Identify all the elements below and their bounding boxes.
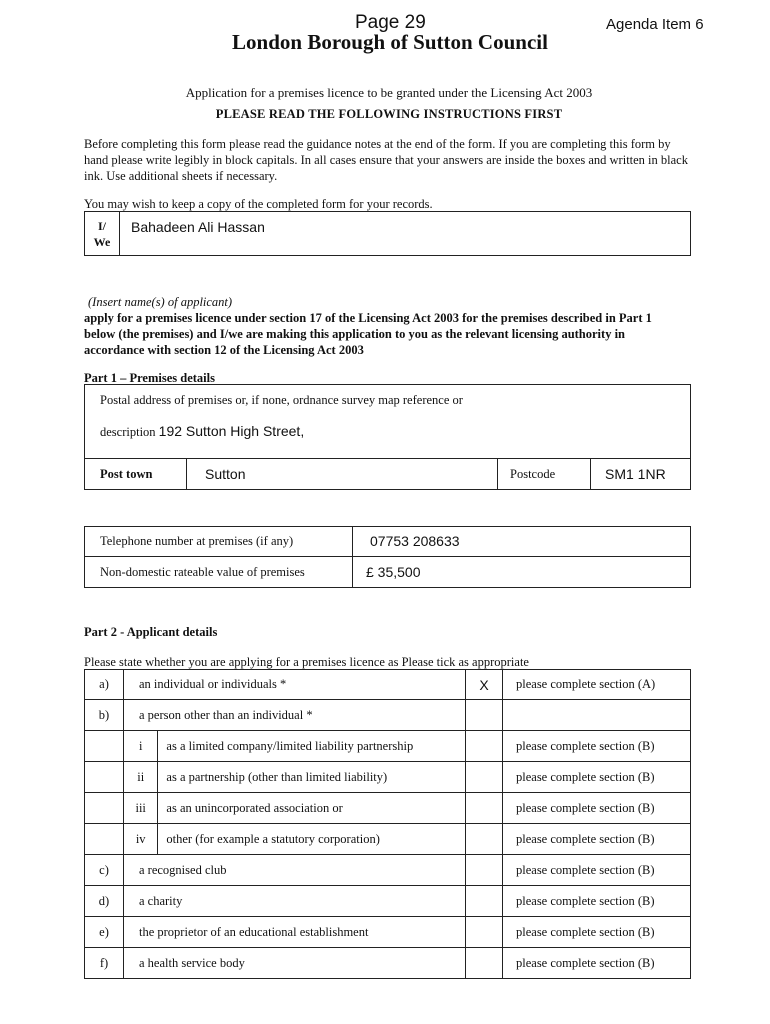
row-label: as an unincorporated association or (158, 793, 466, 824)
row-label: an individual or individuals * (124, 670, 466, 700)
row-subnumber: i (124, 731, 158, 762)
phone-value: 07753 208633 (370, 533, 460, 549)
row-letter: b) (85, 700, 124, 731)
applicant-type-row (85, 793, 691, 824)
post-town-field[interactable] (187, 459, 498, 490)
description-label: description (100, 425, 156, 439)
phone-field[interactable] (353, 527, 691, 557)
row-label: the proprietor of an educational establishment (124, 917, 466, 948)
row-note: please complete section (B) (503, 917, 691, 948)
row-tick-box[interactable]: X (466, 670, 503, 700)
row-note: please complete section (B) (503, 793, 691, 824)
copy-note: You may wish to keep a copy of the completed form for your records. (84, 197, 433, 211)
post-town-value: Sutton (205, 465, 246, 482)
row-tick-box[interactable] (466, 700, 503, 731)
declaration-text: apply for a premises licence under section 17 of the Licensing Act 2003 for the premises described in Part 1 below (the premises) and I/we are making this application to you as the relevant licensing authority in accordance with section 12 of the Licensing Act 2003 (84, 311, 652, 357)
applicant-type-row (85, 700, 691, 731)
row-letter: a) (85, 670, 124, 700)
row-label: a charity (124, 886, 466, 917)
rateable-field[interactable] (353, 557, 691, 588)
row-letter (85, 824, 124, 855)
rateable-value: £ 35,500 (366, 563, 421, 580)
row-label: as a partnership (other than limited liability) (158, 762, 466, 793)
row-label: a health service body (124, 948, 466, 979)
part2-heading: Part 2 - Applicant details (84, 625, 218, 639)
row-letter: d) (85, 886, 124, 917)
row-note (503, 700, 691, 731)
applicant-type-row (85, 670, 691, 700)
row-tick-box[interactable] (466, 731, 503, 762)
applicant-name-table (84, 211, 691, 256)
row-tick-box[interactable] (466, 948, 503, 979)
post-town-table (84, 458, 691, 490)
row-label: a recognised club (124, 855, 466, 886)
row-tick-box[interactable] (466, 917, 503, 948)
postcode-field[interactable] (591, 459, 691, 490)
guidance-paragraph: Before completing this form please read the guidance notes at the end of the form. If you are completing this form by hand please write legibly in block capitals. In all cases ensure that your answers are inside the boxes and written in black ink. Use additional sheets if necessary. (84, 137, 688, 183)
row-note: please complete section (B) (503, 855, 691, 886)
applicant-type-table (84, 669, 691, 979)
row-letter (85, 793, 124, 824)
row-note: please complete section (B) (503, 731, 691, 762)
applicant-type-row (85, 731, 691, 762)
row-tick-box[interactable] (466, 855, 503, 886)
instructions-heading: PLEASE READ THE FOLLOWING INSTRUCTIONS FIRST (215, 107, 563, 121)
row-subnumber: iii (124, 793, 158, 824)
form-subtitle: Application for a premises licence to be granted under the Licensing Act 2003 (185, 85, 593, 100)
part2-intro: Please state whether you are applying for a premises licence as Please tick as appropriate (84, 655, 529, 669)
postcode-label: Postcode (498, 459, 591, 490)
row-letter: e) (85, 917, 124, 948)
row-note: please complete section (B) (503, 762, 691, 793)
applicant-type-row (85, 824, 691, 855)
address-value: 192 Sutton High Street, (158, 423, 305, 439)
row-subnumber: iv (124, 824, 158, 855)
premises-address-box[interactable] (84, 384, 691, 458)
applicant-label-i: I/ (97, 219, 106, 233)
row-tick-box[interactable] (466, 886, 503, 917)
row-letter: c) (85, 855, 124, 886)
applicant-name-value: Bahadeen Ali Hassan (131, 219, 265, 235)
row-note: please complete section (B) (503, 948, 691, 979)
description-line (100, 423, 304, 440)
page-number: Page 29 (355, 12, 426, 33)
post-town-label: Post town (85, 459, 187, 490)
rateable-label: Non-domestic rateable value of premises (85, 557, 353, 588)
applicant-name-field[interactable] (120, 212, 691, 256)
row-subnumber: ii (124, 762, 158, 793)
row-tick-box[interactable] (466, 762, 503, 793)
applicant-type-row (85, 917, 691, 948)
row-note: please complete section (B) (503, 824, 691, 855)
row-tick-box[interactable] (466, 793, 503, 824)
row-note: please complete section (A) (503, 670, 691, 700)
premises-info-table (84, 526, 691, 588)
row-label: other (for example a statutory corporation) (158, 824, 466, 855)
applicant-label-we: We (93, 235, 111, 249)
row-label: as a limited company/limited liability partnership (158, 731, 466, 762)
agenda-item: Agenda Item 6 (606, 16, 704, 33)
row-letter: f) (85, 948, 124, 979)
applicant-type-row (85, 886, 691, 917)
address-label: Postal address of premises or, if none, ordnance survey map reference or (100, 393, 463, 407)
row-note: please complete section (B) (503, 886, 691, 917)
row-letter (85, 731, 124, 762)
row-letter (85, 762, 124, 793)
applicant-type-row (85, 855, 691, 886)
row-tick-box[interactable] (466, 824, 503, 855)
applicant-type-row (85, 948, 691, 979)
applicant-type-row (85, 762, 691, 793)
insert-name-note: (Insert name(s) of applicant) (88, 295, 233, 309)
row-label: a person other than an individual * (124, 700, 466, 731)
phone-label: Telephone number at premises (if any) (85, 527, 353, 557)
postcode-value: SM1 1NR (605, 465, 666, 482)
part1-heading: Part 1 – Premises details (84, 371, 215, 385)
page-title: London Borough of Sutton Council (232, 30, 548, 54)
applicant-label-cell (85, 212, 120, 256)
